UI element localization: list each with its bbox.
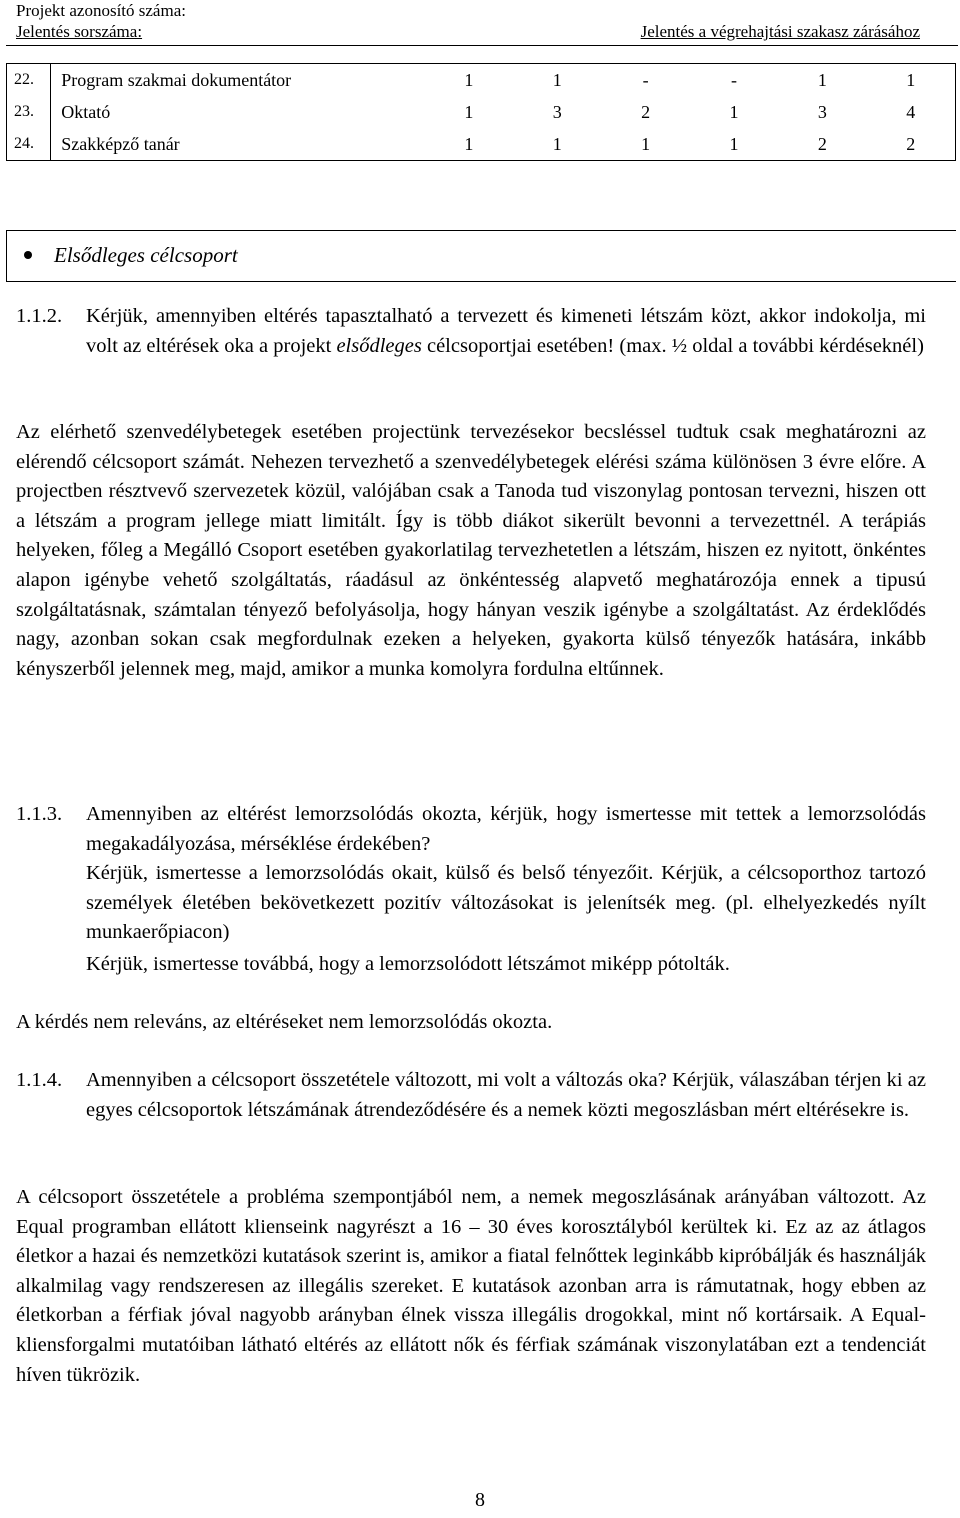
- table-row: [7, 64, 956, 97]
- question-114: Amennyiben a célcsoport összetétele változott, mi volt a változás oka? Kérjük, válaszában térjen ki az egyes célcsoportok létszámának átrendeződésére és a nemek közti megoszlásban mért eltérésekre is.: [86, 1069, 926, 1121]
- question-112-text-b: célcsoportjai esetében! (max. ½ oldal a további kérdéseknél): [421, 334, 924, 357]
- answer-113: A kérdés nem releváns, az eltéréseket nem lemorzsolódás okozta.: [16, 1011, 553, 1033]
- row-value: 2: [641, 101, 651, 122]
- row-value: 1: [552, 69, 562, 90]
- page-number: 8: [475, 1489, 485, 1511]
- report-title: Jelentés a végrehajtási szakasz zárásához: [640, 22, 920, 41]
- row-value: 1: [729, 133, 739, 154]
- row-value: 2: [906, 133, 916, 154]
- row-number: 22.: [7, 64, 51, 97]
- row-value: -: [730, 69, 737, 90]
- question-112: [86, 302, 926, 361]
- row-value: 1: [464, 101, 474, 122]
- table-row: [7, 96, 956, 128]
- row-value: 1: [729, 101, 739, 122]
- question-112-emphasis: elsődleges: [336, 334, 422, 357]
- row-role-name: Program szakmai dokumentátor: [61, 69, 292, 90]
- bullet-icon: [24, 251, 32, 259]
- row-value: 3: [552, 101, 562, 122]
- question-112-text-a: Kérjük, amennyiben eltérés tapasztalható a tervezett és kimeneti létszám közt, akkor indokolja, mi volt az eltérések oka a projekt: [86, 305, 926, 357]
- row-value: 1: [464, 69, 474, 90]
- question-number-112: 1.1.2.: [16, 305, 63, 327]
- question-113-p3: Kérjük, ismertesse továbbá, hogy a lemorzsolódott létszámot miképp pótolták.: [86, 953, 730, 975]
- question-113-p2: Kérjük, ismertesse a lemorzsolódás okait, külső és belső tényezőit. Kérjük, a célcsoporthoz tartozó személyek életében bekövetkezett pozitív változásokat is jelenítsék meg. (pl. elhelyezkedés nyílt munkaerőpiacon): [86, 862, 926, 944]
- row-number: 24.: [7, 128, 51, 161]
- staff-table: [6, 63, 956, 161]
- question-number-114: 1.1.4.: [16, 1069, 63, 1091]
- row-number: 23.: [7, 96, 51, 128]
- section-heading-primary-target-group: Elsődleges célcsoport: [54, 243, 238, 267]
- row-value: 4: [906, 101, 916, 122]
- row-value: -: [642, 69, 649, 90]
- question-number-113: 1.1.3.: [16, 803, 63, 825]
- row-value: 1: [464, 133, 474, 154]
- answer-114: A célcsoport összetétele a probléma szempontjából nem, a nemek megoszlásának arányában változott. Az Equal programban ellátott klienseink nagyrészt a 16 – 30 éves korosztályból kerültek ki. Ez az az átlagos életkor a hazai és nemzetközi kutatások szerint is, amikor a fiatal felnőttek leginkább kipróbálják és használják alkalmilag vagy rendszeresen az illegális szereket. E kutatások azonban arra is rámutatnak, hogy ebben az életkorban a férfiak jóval nagyobb arányban élnek vissza illegális drogokkal, mint nő kortársaik. A Equal-kliensforgalmi mutatóiban látható eltérés az ellátott nők és férfiak számának viszonylatában ezt a tendenciát híven tükrözik.: [16, 1186, 926, 1386]
- table-row: [7, 128, 956, 161]
- row-value: 1: [552, 133, 562, 154]
- report-number-label: Jelentés sorszáma:: [16, 22, 143, 41]
- header-divider: [6, 45, 958, 46]
- row-value: 1: [906, 69, 916, 90]
- question-113-p1: Amennyiben az eltérést lemorzsolódás okozta, kérjük, hogy ismertesse mit tettek a lemorzsolódás megakadályozása, mérséklése érdekében?: [86, 803, 926, 855]
- project-id-label: Projekt azonosító száma:: [16, 1, 186, 20]
- row-value: 3: [817, 101, 827, 122]
- row-value: 1: [817, 69, 827, 90]
- row-value: 2: [817, 133, 827, 154]
- row-role-name: Oktató: [61, 101, 111, 122]
- row-value: 1: [641, 133, 651, 154]
- row-role-name: Szakképző tanár: [61, 133, 180, 154]
- answer-112: Az elérhető szenvedélybetegek esetében projectünk tervezésekor becsléssel tudtuk csak meghatározni az elérendő célcsoport számát. Nehezen tervezhető a szenvedélybetegek elérési száma különösen 3 évre előre. A projectben résztvevő szervezetek közül, valójában csak a Tanoda tud viszonylag pontosan tervezni, hiszen ott a létszám a program jellege miatt limitált. Így is több diákot sikerült bevonni a tervezettnél. A terápiás helyeken, főleg a Megálló Csoport esetében gyakorlatilag tervezhetetlen a létszám, hiszen ez nyitott, önkéntes alapon igénybe vehető szolgáltatás, ráadásul az önkéntesség alapvető meghatározója ennek a tipusú szolgáltatásnak, számtalan tényező befolyásolja, hogy hányan veszik igénybe a szolgáltatást. Az érdeklődés nagy, azonban sokan csak megfordulnak ezeken a helyeken, gyakorta külső tényezők hatására, inkább kényszerből jelennek meg, majd, amikor a munka komolyra fordulna eltűnnek.: [16, 421, 926, 680]
